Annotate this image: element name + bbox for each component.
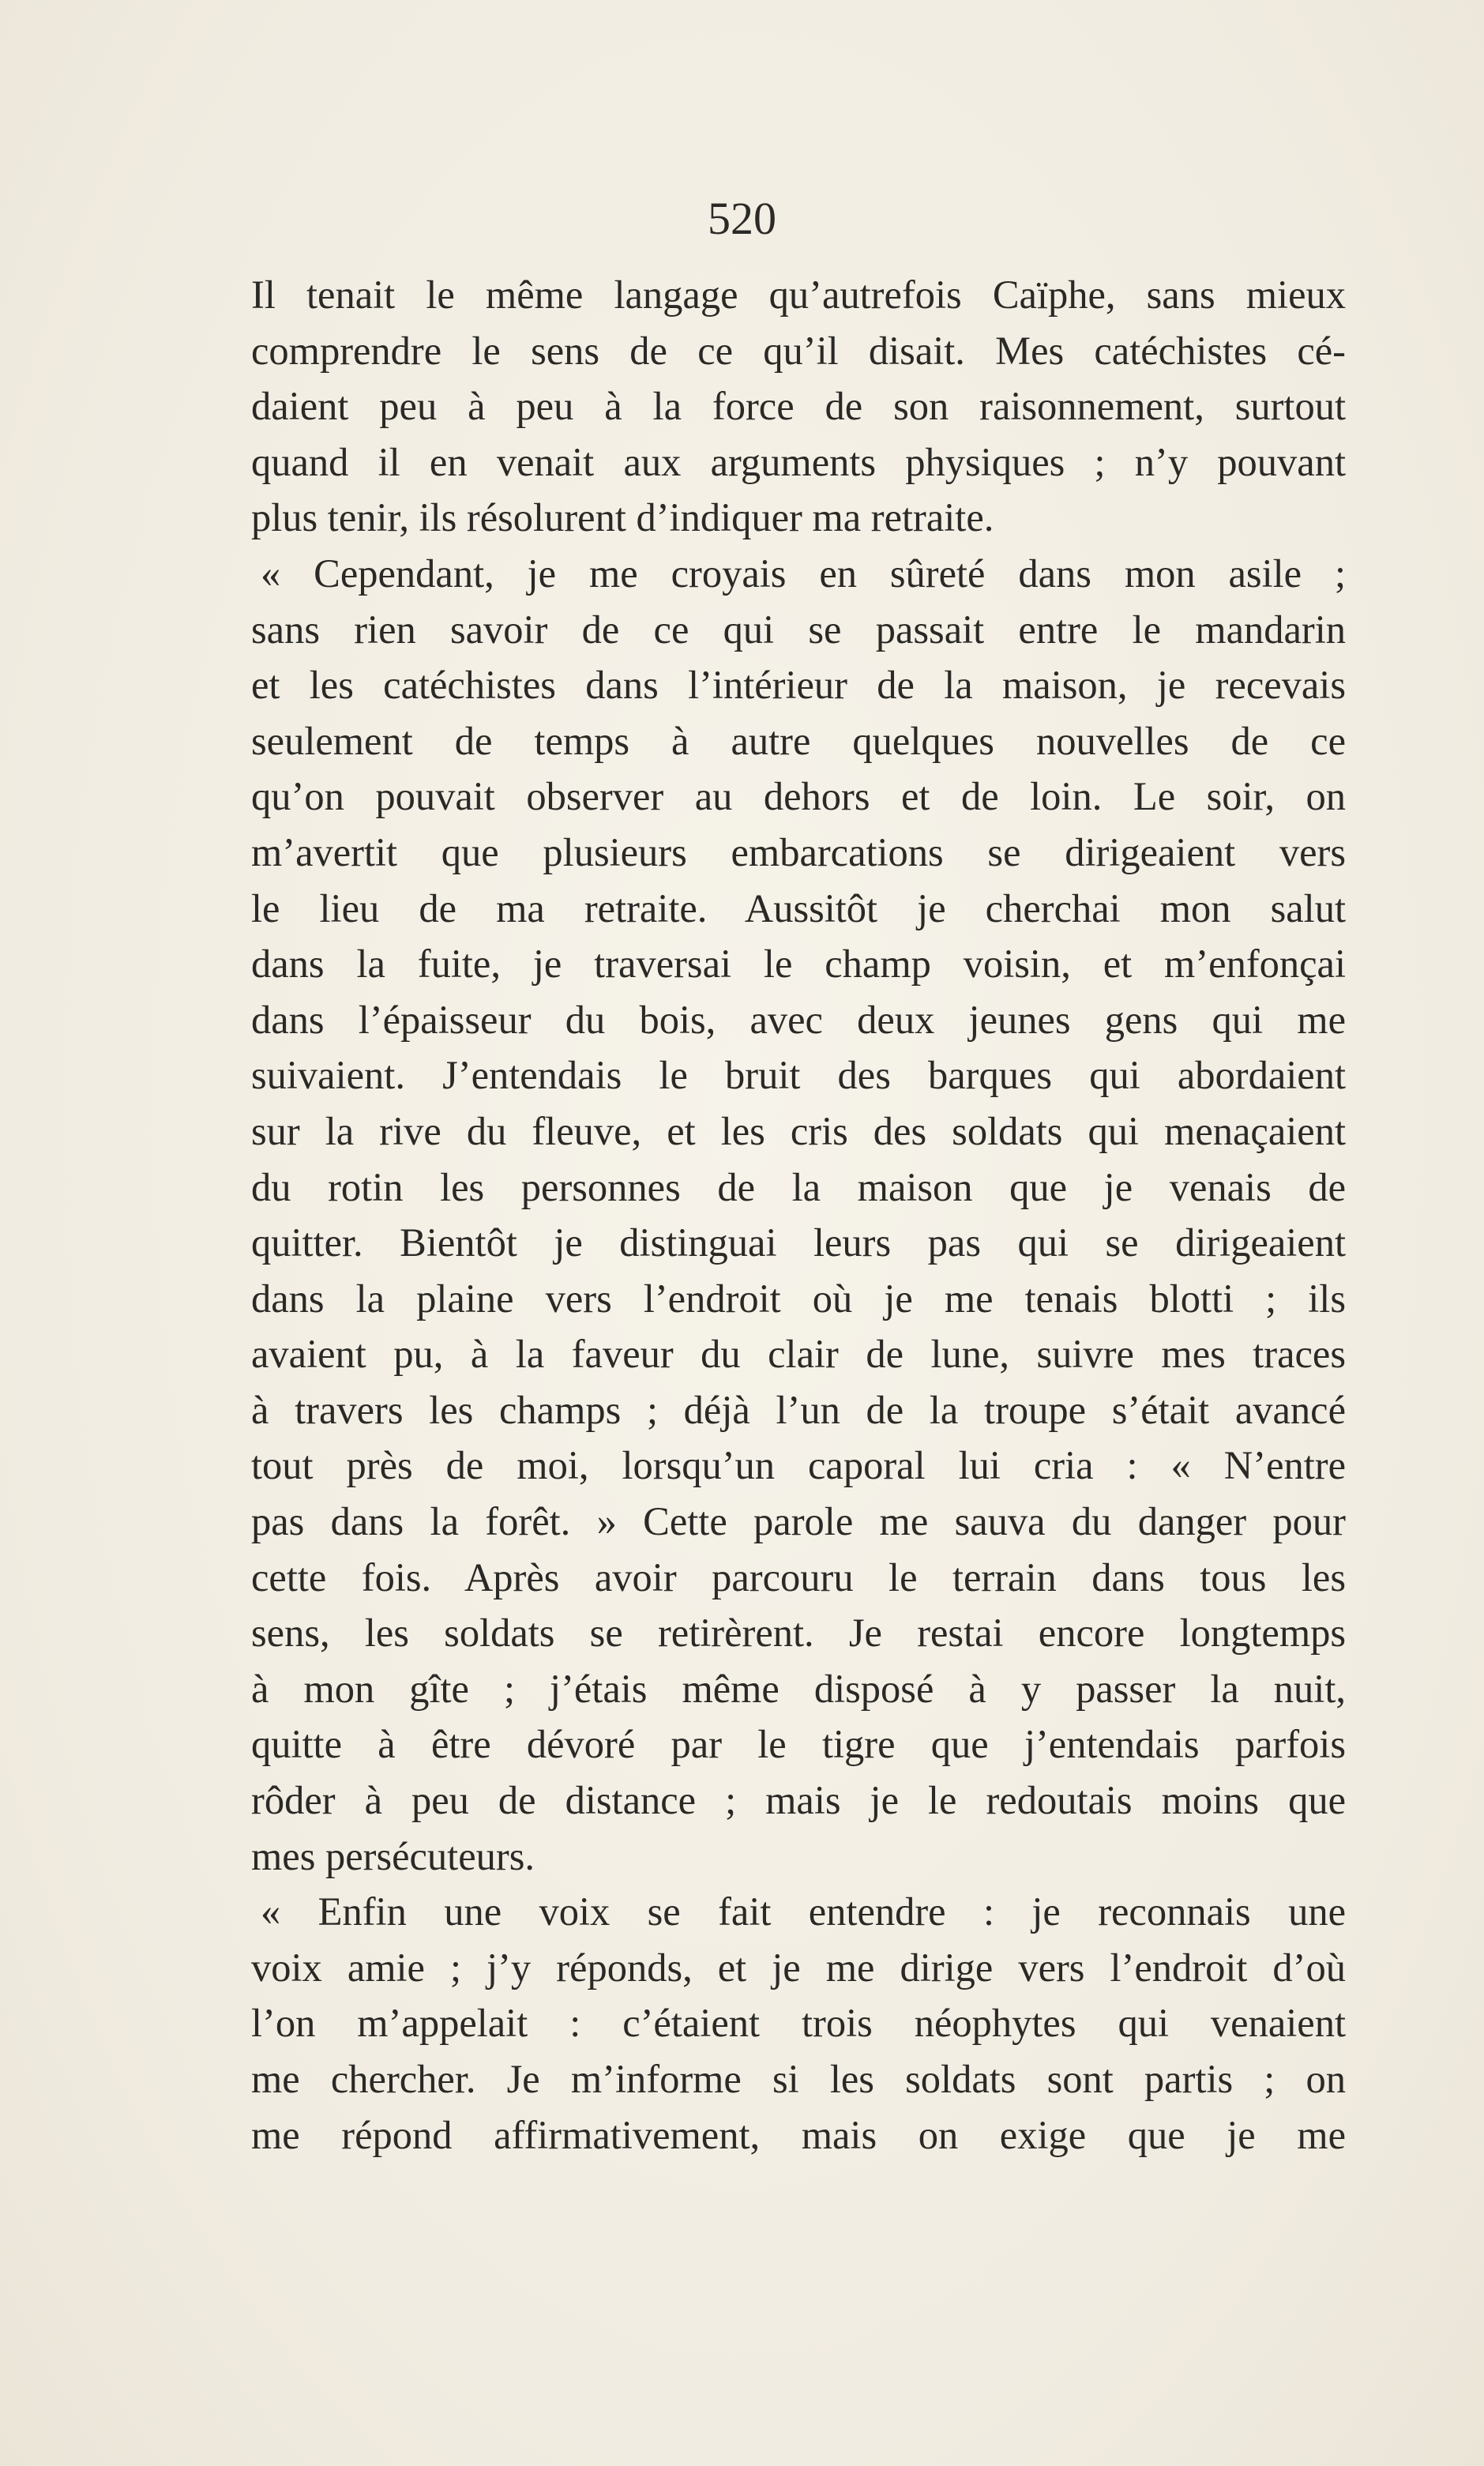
- text-line: du rotin les personnes de la maison que je venais de: [251, 1164, 1346, 1209]
- page-number: 520: [708, 193, 776, 244]
- text-line: tout près de moi, lorsqu’un caporal lui cria : « N’entre: [251, 1443, 1346, 1488]
- text-line: à travers les champs ; déjà l’un de la troupe s’était avancé: [251, 1387, 1346, 1432]
- text-line: sans rien savoir de ce qui se passait entre le mandarin: [251, 607, 1346, 652]
- text-line: quitte à être dévoré par le tigre que j’entendais parfois: [251, 1722, 1346, 1767]
- text-line: seulement de temps à autre quelques nouvelles de ce: [251, 718, 1346, 763]
- text-line: suivaient. J’entendais le bruit des barques qui abordaient: [251, 1053, 1346, 1098]
- text-line: me chercher. Je m’informe si les soldats sont partis ; on: [251, 2057, 1346, 2101]
- text-line: comprendre le sens de ce qu’il disait. Mes catéchistes cé-: [251, 328, 1346, 373]
- text-line: dans l’épaisseur du bois, avec deux jeunes gens qui me: [251, 997, 1346, 1042]
- text-line: quitter. Bientôt je distinguai leurs pas qui se dirigeaient: [251, 1220, 1346, 1265]
- text-line: pas dans la forêt. » Cette parole me sauva du danger pour: [251, 1499, 1346, 1544]
- text-line: qu’on pouvait observer au dehors et de loin. Le soir, on: [251, 774, 1346, 819]
- text-line: mes persécuteurs.: [251, 1833, 535, 1878]
- text-line: me répond affirmativement, mais on exige que je me: [251, 2112, 1346, 2157]
- text-line: « Enfin une voix se fait entendre : je reconnais une: [261, 1889, 1346, 1934]
- text-line: voix amie ; j’y réponds, et je me dirige vers l’endroit d’où: [251, 1945, 1346, 1990]
- text-line: l’on m’appelait : c’étaient trois néophytes qui venaient: [251, 2001, 1346, 2046]
- text-line: à mon gîte ; j’étais même disposé à y passer la nuit,: [251, 1666, 1346, 1711]
- text-line: dans la plaine vers l’endroit où je me tenais blotti ; ils: [251, 1276, 1346, 1321]
- text-line: Il tenait le même langage qu’autrefois Caïphe, sans mieux: [251, 273, 1346, 317]
- text-line: plus tenir, ils résolurent d’indiquer ma retraite.: [251, 495, 994, 540]
- text-line: rôder à peu de distance ; mais je le redoutais moins que: [251, 1778, 1346, 1823]
- text-line: sur la rive du fleuve, et les cris des soldats qui menaçaient: [251, 1108, 1346, 1153]
- text-line: quand il en venait aux arguments physiques ; n’y pouvant: [251, 439, 1346, 484]
- text-line: le lieu de ma retraite. Aussitôt je cherchai mon salut: [251, 885, 1346, 930]
- text-line: avaient pu, à la faveur du clair de lune, suivre mes traces: [251, 1332, 1346, 1377]
- text-line: sens, les soldats se retirèrent. Je restai encore longtemps: [251, 1611, 1346, 1656]
- body-text: [251, 267, 1346, 2163]
- text-line: m’avertit que plusieurs embarcations se dirigeaient vers: [251, 829, 1346, 874]
- text-line: et les catéchistes dans l’intérieur de la maison, je recevais: [251, 663, 1346, 708]
- text-line: dans la fuite, je traversai le champ voisin, et m’enfonçai: [251, 942, 1346, 987]
- text-line: daient peu à peu à la force de son raisonnement, surtout: [251, 384, 1346, 429]
- text-line: cette fois. Après avoir parcouru le terrain dans tous les: [251, 1554, 1346, 1600]
- text-line: « Cependant, je me croyais en sûreté dans mon asile ;: [261, 551, 1346, 596]
